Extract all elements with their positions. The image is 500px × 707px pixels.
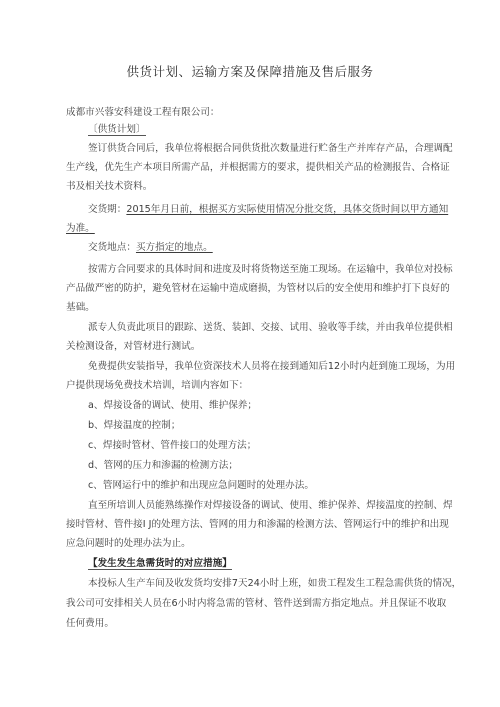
- paragraph-line: 免费提供安装指导，我单位资深技术人员将在接到通知后12小时内赶到施工现场，为用: [88, 361, 456, 372]
- paragraph-line: 关检测设备，对管材进行测试。: [66, 341, 201, 352]
- delivery-place-value: 买方指定的地点。: [135, 242, 213, 253]
- paragraph-line: 基础。: [66, 302, 95, 313]
- delivery-time-line-cont: [66, 222, 95, 236]
- paragraph-line: 本投标人生产车间及收发货均安排7天24小时上班，如贵工程发生工程急需供货的情况，: [88, 578, 462, 589]
- delivery-place-label: 交货地点：: [88, 242, 136, 253]
- delivery-place-line: [88, 241, 213, 255]
- training-item: a、焊接设备的调试、使用、维护保养；: [88, 400, 257, 411]
- delivery-time-value: 2015年月日前，根据买方实际使用情况分批交货，具体交货时间以甲方通知: [126, 204, 449, 215]
- paragraph-line: 接时管材、管件接I J的处理方法、管网的用力和渗漏的检测方法、管网运行中的维护和出现: [66, 519, 449, 530]
- training-item: c、管网运行中的维护和出现应急问题时的处理办法。: [88, 480, 314, 491]
- paragraph-line: 直至所培训人员能熟练操作对焊接设备的调试、使用、维护保养、焊接温度的控制、焊: [88, 500, 453, 511]
- recipient-line: 成都市兴蓉安科建设工程有限公司：: [66, 107, 220, 118]
- training-item: c、焊接时管材、管件接口的处理方法；: [88, 440, 257, 451]
- paragraph-line: 产品做严密的防护，避免管材在运输中造成磨损，为管材以后的安全使用和维护打下良好的: [66, 283, 450, 294]
- supply-plan-heading-text: 〔供货计划〕: [88, 124, 146, 135]
- training-item: b、焊接温度的控制；: [88, 420, 181, 431]
- paragraph-line: 任何费用。: [66, 618, 114, 629]
- document-title: 供货计划、运输方案及保障措施及售后服务: [126, 64, 374, 79]
- emergency-heading: [88, 557, 232, 571]
- supply-plan-heading: [88, 123, 146, 137]
- paragraph-line: 户提供现场免费技术培训，培训内容如下：: [66, 380, 249, 391]
- paragraph-line: 生产线，优先生产本项目所需产品，并根据需方的要求，提供相关产品的检测报告、合格证: [66, 162, 450, 173]
- paragraph-line: 我公司可安排相关人员在6小时内将急需的管材、管件送到需方指定地点。并且保证不收取: [66, 598, 447, 609]
- paragraph-line: 应急问题时的处理办法为止。: [66, 538, 191, 549]
- training-item: d、管网的压力和渗漏的检测方法；: [88, 460, 238, 471]
- paragraph-line: 签订供货合同后，我单位将根据合同供货批次数量进行贮备生产并库存产品，合理调配: [88, 143, 453, 154]
- delivery-time-line: [88, 203, 448, 217]
- paragraph-line: 按需方合同要求的具体时间和进度及时将货物送至施工现场。在运输中，我单位对投标: [88, 264, 453, 275]
- delivery-time-value-cont: 为准。: [66, 223, 95, 234]
- delivery-time-label: 交货期：: [88, 204, 127, 215]
- paragraph-line: 书及相关技术资料。: [66, 181, 153, 192]
- paragraph-line: 派专人负责此项目的跟踪、送货、装卸、交接、试用、验收等手续，并由我单位提供相: [88, 322, 453, 333]
- emergency-heading-text: 【发生发生急需货时的对应措施】: [88, 558, 232, 569]
